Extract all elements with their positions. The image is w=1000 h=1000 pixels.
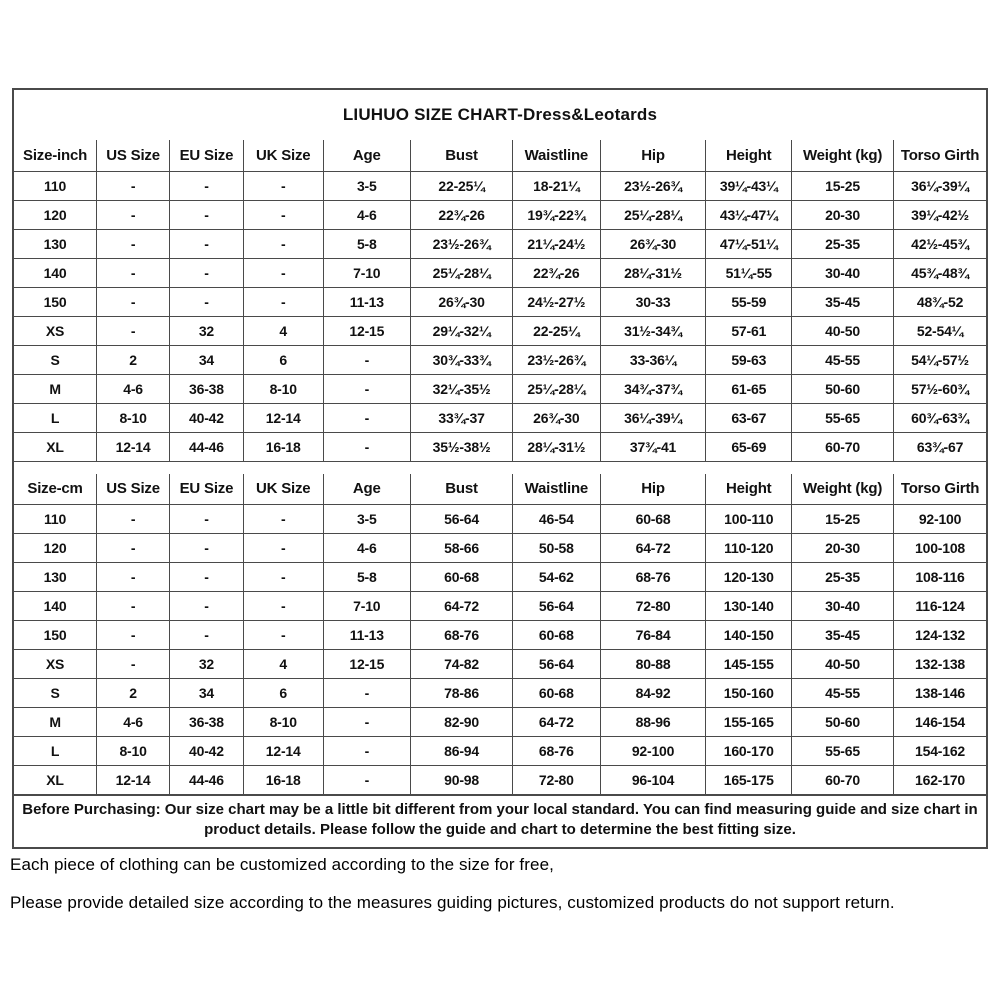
table-cell: 116-124 xyxy=(894,592,986,621)
table-cell: 50-60 xyxy=(792,708,894,737)
table-cell: 34 xyxy=(170,345,244,374)
table-cell: 25¼-28¼ xyxy=(411,258,513,287)
table-cell: 60-68 xyxy=(513,679,600,708)
table-cell: 44-46 xyxy=(170,432,244,461)
table-row xyxy=(14,171,986,200)
table-cell: 56-64 xyxy=(513,650,600,679)
table-cell: 55-59 xyxy=(706,287,792,316)
table-cell: 24½-27½ xyxy=(513,287,600,316)
table-cell: 150 xyxy=(14,621,97,650)
table-cell: 72-80 xyxy=(600,592,706,621)
table-cell: 64-72 xyxy=(411,592,513,621)
table-cell: XL xyxy=(14,432,97,461)
table-cell: 25-35 xyxy=(792,229,894,258)
table-cell: 110 xyxy=(14,171,97,200)
table-cell: XS xyxy=(14,316,97,345)
table-cell: 155-165 xyxy=(706,708,792,737)
purchase-note: Before Purchasing: Our size chart may be a little bit different from your local standard. You can find measuring guide and size chart in product details. Please follow the guide and chart to determine the best fitting size. xyxy=(14,795,986,847)
table-cell: 12-14 xyxy=(243,403,323,432)
table-cell: 28¼-31½ xyxy=(513,432,600,461)
table-cell: 42½-45¾ xyxy=(894,229,986,258)
table-cell: - xyxy=(243,592,323,621)
table-cell: - xyxy=(323,708,410,737)
table-cell: 36¼-39¼ xyxy=(600,403,706,432)
table-cell: 60-68 xyxy=(600,505,706,534)
table-cell: 72-80 xyxy=(513,766,600,795)
table-row xyxy=(14,708,986,737)
column-header: Age xyxy=(323,474,410,505)
table-cell: - xyxy=(243,200,323,229)
table-cell: 50-58 xyxy=(513,534,600,563)
table-cell: 30-33 xyxy=(600,287,706,316)
table-cell: 33-36¼ xyxy=(600,345,706,374)
table-cell: 64-72 xyxy=(600,534,706,563)
table-cell: - xyxy=(323,679,410,708)
table-cell: 150-160 xyxy=(706,679,792,708)
table-cell: 22¾-26 xyxy=(513,258,600,287)
table-cell: - xyxy=(170,287,244,316)
table-cell: 32 xyxy=(170,650,244,679)
table-cell: 12-14 xyxy=(97,766,170,795)
table-row xyxy=(14,287,986,316)
table-cell: 8-10 xyxy=(243,374,323,403)
table-cell: 165-175 xyxy=(706,766,792,795)
table-cell: 20-30 xyxy=(792,200,894,229)
table-cell: 5-8 xyxy=(323,563,410,592)
table-cell: 20-30 xyxy=(792,534,894,563)
table-cell: 46-54 xyxy=(513,505,600,534)
table-row xyxy=(14,766,986,795)
table-cell: 43¼-47¼ xyxy=(706,200,792,229)
header-row xyxy=(14,474,986,505)
table-row xyxy=(14,679,986,708)
table-cell: 35½-38½ xyxy=(411,432,513,461)
table-cell: - xyxy=(323,403,410,432)
size-table-inch xyxy=(14,140,986,462)
table-cell: 60-70 xyxy=(792,766,894,795)
table-cell: 34 xyxy=(170,679,244,708)
table-cell: 52-54¼ xyxy=(894,316,986,345)
table-cell: 12-14 xyxy=(243,737,323,766)
size-chart-panel xyxy=(12,88,988,849)
column-header: Size-inch xyxy=(14,140,97,171)
table-cell: - xyxy=(97,258,170,287)
table-cell: 22-25¼ xyxy=(411,171,513,200)
table-cell: 92-100 xyxy=(894,505,986,534)
table-cell: 63¾-67 xyxy=(894,432,986,461)
table-cell: 23½-26¾ xyxy=(411,229,513,258)
column-header: Bust xyxy=(411,140,513,171)
table-cell: 100-108 xyxy=(894,534,986,563)
table-row xyxy=(14,229,986,258)
table-cell: 92-100 xyxy=(600,737,706,766)
table-row xyxy=(14,563,986,592)
table-cell: 12-15 xyxy=(323,316,410,345)
table-cell: - xyxy=(243,171,323,200)
table-cell: - xyxy=(97,534,170,563)
table-cell: 30-40 xyxy=(792,592,894,621)
table-row xyxy=(14,737,986,766)
table-cell: 86-94 xyxy=(411,737,513,766)
table-cell: 4 xyxy=(243,650,323,679)
column-header: UK Size xyxy=(243,474,323,505)
table-cell: 22¾-26 xyxy=(411,200,513,229)
table-cell: - xyxy=(243,505,323,534)
table-cell: 4 xyxy=(243,316,323,345)
table-cell: 100-110 xyxy=(706,505,792,534)
table-cell: 56-64 xyxy=(513,592,600,621)
table-cell: 60¾-63¾ xyxy=(894,403,986,432)
column-header: Age xyxy=(323,140,410,171)
table-cell: 45¾-48¾ xyxy=(894,258,986,287)
table-cell: 138-146 xyxy=(894,679,986,708)
header-row xyxy=(14,140,986,171)
column-header: Bust xyxy=(411,474,513,505)
table-cell: 162-170 xyxy=(894,766,986,795)
table-cell: 140 xyxy=(14,592,97,621)
table-cell: S xyxy=(14,679,97,708)
table-cell: 54¼-57½ xyxy=(894,345,986,374)
column-header: Torso Girth xyxy=(894,474,986,505)
table-cell: 15-25 xyxy=(792,505,894,534)
column-header: US Size xyxy=(97,474,170,505)
table-cell: - xyxy=(243,563,323,592)
table-cell: - xyxy=(170,258,244,287)
table-cell: 51¼-55 xyxy=(706,258,792,287)
table-cell: - xyxy=(170,621,244,650)
column-header: Size-cm xyxy=(14,474,97,505)
table-cell: 154-162 xyxy=(894,737,986,766)
table-cell: 26¾-30 xyxy=(411,287,513,316)
table-cell: 55-65 xyxy=(792,737,894,766)
table-cell: 68-76 xyxy=(600,563,706,592)
table-row xyxy=(14,316,986,345)
table-row xyxy=(14,345,986,374)
table-cell: 57½-60¾ xyxy=(894,374,986,403)
table-cell: 130-140 xyxy=(706,592,792,621)
table-cell: 145-155 xyxy=(706,650,792,679)
table-cell: 7-10 xyxy=(323,592,410,621)
table-cell: 3-5 xyxy=(323,171,410,200)
table-cell: 140 xyxy=(14,258,97,287)
table-cell: 90-98 xyxy=(411,766,513,795)
table-cell: 31½-34¾ xyxy=(600,316,706,345)
table-cell: 40-42 xyxy=(170,737,244,766)
table-cell: 50-60 xyxy=(792,374,894,403)
table-cell: 78-86 xyxy=(411,679,513,708)
table-cell: - xyxy=(323,766,410,795)
table-cell: 26¾-30 xyxy=(600,229,706,258)
table-cell: - xyxy=(243,258,323,287)
table-cell: 60-68 xyxy=(513,621,600,650)
table-cell: - xyxy=(243,229,323,258)
table-cell: 61-65 xyxy=(706,374,792,403)
table-cell: 40-50 xyxy=(792,316,894,345)
table-cell: 30-40 xyxy=(792,258,894,287)
table-cell: - xyxy=(97,505,170,534)
table-cell: 80-88 xyxy=(600,650,706,679)
table-cell: 96-104 xyxy=(600,766,706,795)
table-cell: 58-66 xyxy=(411,534,513,563)
table-cell: 8-10 xyxy=(97,737,170,766)
table-cell: - xyxy=(97,200,170,229)
table-row xyxy=(14,432,986,461)
table-cell: 15-25 xyxy=(792,171,894,200)
table-cell: 47¼-51¼ xyxy=(706,229,792,258)
table-row xyxy=(14,200,986,229)
table-cell: 30¾-33¾ xyxy=(411,345,513,374)
table-cell: 32¼-35½ xyxy=(411,374,513,403)
size-table-cm xyxy=(14,474,986,796)
table-cell: 18-21¼ xyxy=(513,171,600,200)
table-row xyxy=(14,374,986,403)
table-cell: - xyxy=(323,345,410,374)
table-cell: 35-45 xyxy=(792,287,894,316)
table-cell: 32 xyxy=(170,316,244,345)
table-cell: 132-138 xyxy=(894,650,986,679)
table-cell: 140-150 xyxy=(706,621,792,650)
table-cell: 60-70 xyxy=(792,432,894,461)
table-cell: 12-14 xyxy=(97,432,170,461)
table-cell: - xyxy=(170,200,244,229)
table-cell: 45-55 xyxy=(792,345,894,374)
table-cell: S xyxy=(14,345,97,374)
table-row xyxy=(14,534,986,563)
table-cell: - xyxy=(243,621,323,650)
column-header: US Size xyxy=(97,140,170,171)
table-cell: 57-61 xyxy=(706,316,792,345)
table-row xyxy=(14,403,986,432)
table-cell: 39¼-43¼ xyxy=(706,171,792,200)
table-cell: M xyxy=(14,374,97,403)
column-header: Weight (kg) xyxy=(792,474,894,505)
table-cell: 25¼-28¼ xyxy=(600,200,706,229)
table-cell: 56-64 xyxy=(411,505,513,534)
table-cell: 160-170 xyxy=(706,737,792,766)
column-header: EU Size xyxy=(170,474,244,505)
table-cell: - xyxy=(97,621,170,650)
column-header: Height xyxy=(706,474,792,505)
table-cell: 54-62 xyxy=(513,563,600,592)
column-header: Weight (kg) xyxy=(792,140,894,171)
table-cell: - xyxy=(170,171,244,200)
table-cell: - xyxy=(97,229,170,258)
column-header: Waistline xyxy=(513,140,600,171)
table-cell: - xyxy=(170,229,244,258)
table-cell: 34¾-37¾ xyxy=(600,374,706,403)
table-cell: 108-116 xyxy=(894,563,986,592)
table-cell: - xyxy=(243,534,323,563)
column-header: Height xyxy=(706,140,792,171)
table-cell: 124-132 xyxy=(894,621,986,650)
table-row xyxy=(14,650,986,679)
table-cell: 74-82 xyxy=(411,650,513,679)
table-cell: 19¾-22¾ xyxy=(513,200,600,229)
table-cell: 3-5 xyxy=(323,505,410,534)
table-cell: L xyxy=(14,403,97,432)
table-cell: 59-63 xyxy=(706,345,792,374)
column-header: Torso Girth xyxy=(894,140,986,171)
table-cell: - xyxy=(97,650,170,679)
table-cell: 23½-26¾ xyxy=(600,171,706,200)
table-cell: 8-10 xyxy=(243,708,323,737)
table-cell: - xyxy=(97,563,170,592)
table-cell: - xyxy=(97,287,170,316)
table-cell: 65-69 xyxy=(706,432,792,461)
table-cell: - xyxy=(97,316,170,345)
table-cell: 44-46 xyxy=(170,766,244,795)
table-cell: 6 xyxy=(243,345,323,374)
table-cell: 63-67 xyxy=(706,403,792,432)
table-cell: 2 xyxy=(97,679,170,708)
column-header: Hip xyxy=(600,140,706,171)
table-cell: 22-25¼ xyxy=(513,316,600,345)
table-cell: 48¾-52 xyxy=(894,287,986,316)
table-cell: - xyxy=(323,374,410,403)
table-cell: 4-6 xyxy=(323,534,410,563)
table-cell: 6 xyxy=(243,679,323,708)
table-cell: 4-6 xyxy=(323,200,410,229)
table-cell: - xyxy=(97,592,170,621)
table-row xyxy=(14,621,986,650)
table-cell: 8-10 xyxy=(97,403,170,432)
table-cell: 64-72 xyxy=(513,708,600,737)
table-cell: 82-90 xyxy=(411,708,513,737)
table-cell: M xyxy=(14,708,97,737)
chart-title: LIUHUO SIZE CHART-Dress&Leotards xyxy=(342,105,658,124)
table-cell: 36-38 xyxy=(170,708,244,737)
table-cell: 28¼-31½ xyxy=(600,258,706,287)
customization-note-line-2: Please provide detailed size according to the measures guiding pictures, customized products do not support return. xyxy=(10,893,895,912)
table-cell: 130 xyxy=(14,229,97,258)
table-cell: 120-130 xyxy=(706,563,792,592)
table-cell: 76-84 xyxy=(600,621,706,650)
table-cell: - xyxy=(170,505,244,534)
table-cell: 110 xyxy=(14,505,97,534)
table-cell: 130 xyxy=(14,563,97,592)
column-header: Waistline xyxy=(513,474,600,505)
table-row xyxy=(14,592,986,621)
table-cell: 55-65 xyxy=(792,403,894,432)
table-row xyxy=(14,505,986,534)
table-cell: 36-38 xyxy=(170,374,244,403)
table-cell: 16-18 xyxy=(243,432,323,461)
table-cell: 21¼-24½ xyxy=(513,229,600,258)
table-cell: 40-42 xyxy=(170,403,244,432)
table-cell: 40-50 xyxy=(792,650,894,679)
table-gap xyxy=(14,462,986,474)
table-cell: 29¼-32¼ xyxy=(411,316,513,345)
table-cell: 88-96 xyxy=(600,708,706,737)
table-cell: 68-76 xyxy=(411,621,513,650)
column-header: EU Size xyxy=(170,140,244,171)
table-cell: 120 xyxy=(14,534,97,563)
table-cell: 25¼-28¼ xyxy=(513,374,600,403)
table-cell: - xyxy=(323,432,410,461)
table-cell: 37¾-41 xyxy=(600,432,706,461)
table-cell: 36¼-39¼ xyxy=(894,171,986,200)
table-cell: 4-6 xyxy=(97,708,170,737)
table-cell: - xyxy=(97,171,170,200)
table-cell: 120 xyxy=(14,200,97,229)
table-cell: 33¾-37 xyxy=(411,403,513,432)
table-cell: 7-10 xyxy=(323,258,410,287)
table-cell: - xyxy=(323,737,410,766)
column-header: Hip xyxy=(600,474,706,505)
table-cell: 11-13 xyxy=(323,287,410,316)
column-header: UK Size xyxy=(243,140,323,171)
table-cell: 26¾-30 xyxy=(513,403,600,432)
table-cell: - xyxy=(170,563,244,592)
table-cell: 25-35 xyxy=(792,563,894,592)
table-cell: 39¼-42½ xyxy=(894,200,986,229)
table-cell: 45-55 xyxy=(792,679,894,708)
table-cell: 35-45 xyxy=(792,621,894,650)
table-cell: - xyxy=(170,534,244,563)
table-cell: - xyxy=(170,592,244,621)
table-cell: 16-18 xyxy=(243,766,323,795)
table-cell: 146-154 xyxy=(894,708,986,737)
table-cell: 110-120 xyxy=(706,534,792,563)
table-cell: 150 xyxy=(14,287,97,316)
customization-note-line-1: Each piece of clothing can be customized according to the size for free, xyxy=(10,855,554,874)
table-cell: XL xyxy=(14,766,97,795)
table-cell: 60-68 xyxy=(411,563,513,592)
table-cell: - xyxy=(243,287,323,316)
table-cell: 4-6 xyxy=(97,374,170,403)
table-cell: 68-76 xyxy=(513,737,600,766)
table-cell: 12-15 xyxy=(323,650,410,679)
table-cell: 2 xyxy=(97,345,170,374)
table-cell: 23½-26¾ xyxy=(513,345,600,374)
table-cell: 84-92 xyxy=(600,679,706,708)
table-cell: XS xyxy=(14,650,97,679)
table-row xyxy=(14,258,986,287)
table-cell: L xyxy=(14,737,97,766)
table-cell: 5-8 xyxy=(323,229,410,258)
table-cell: 11-13 xyxy=(323,621,410,650)
